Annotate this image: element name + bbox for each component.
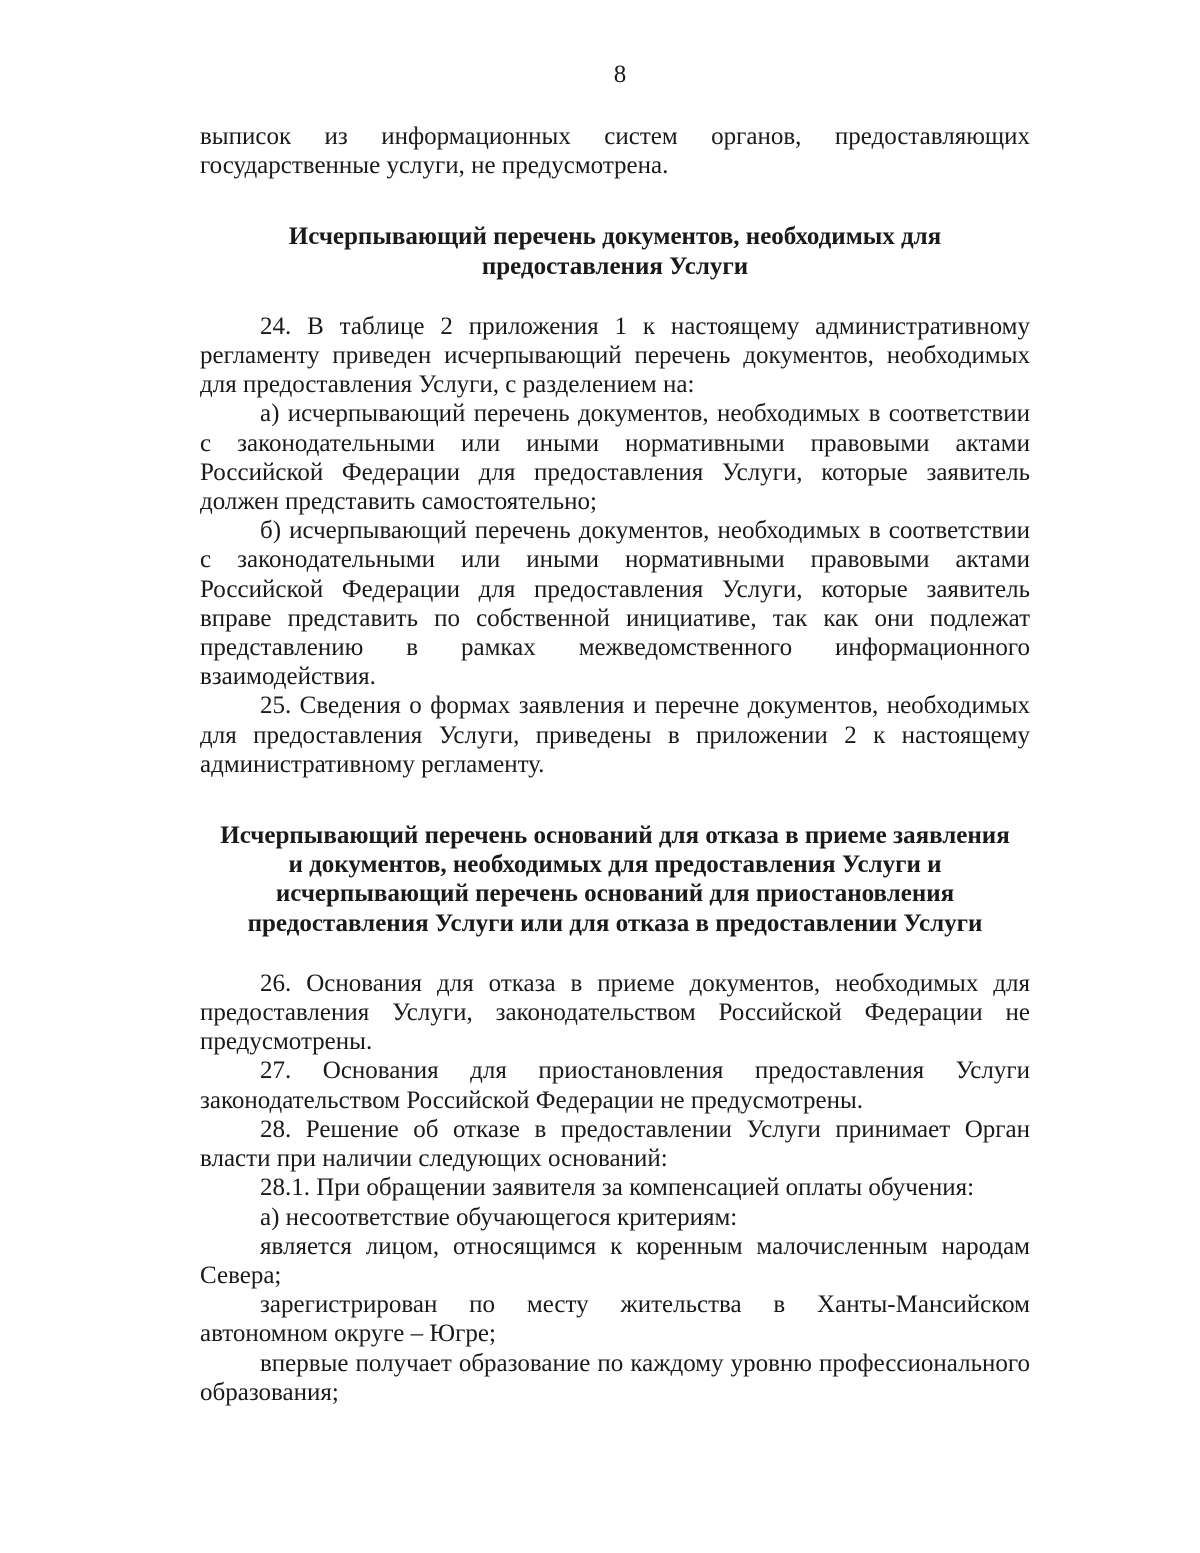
spacer bbox=[200, 180, 1030, 222]
criterion-indigenous: является лицом, относящимся к коренным малочисленным народам Севера; bbox=[200, 1232, 1030, 1289]
spacer bbox=[200, 779, 1030, 821]
paragraph-24-b: б) исчерпывающий перечень документов, необходимых в соответствии с законодательными или иными нормативными правовыми актами Российской Федерации для предоставления Услуги, которые заявитель вправе представить по собственной инициативе, так как они подлежат представлению в рамках межведомственного информационного взаимодействия. bbox=[200, 517, 1030, 691]
section-heading-documents: Исчерпывающий перечень документов, необходимых для предоставления Услуги bbox=[288, 223, 942, 280]
spacer bbox=[200, 281, 1030, 312]
criterion-first-education: впервые получает образование по каждому уровню профессионального образования; bbox=[200, 1349, 1030, 1406]
paragraph-27: 27. Основания для приостановления предоставления Услуги законодательством Российской Федерации не предусмотрены. bbox=[200, 1057, 1030, 1114]
paragraph-28-1: 28.1. При обращении заявителя за компенсацией оплаты обучения: bbox=[260, 1174, 975, 1202]
page-number: 8 bbox=[613, 61, 627, 88]
document-body bbox=[200, 122, 1030, 1407]
spacer bbox=[200, 938, 1030, 969]
paragraph-26: 26. Основания для отказа в приеме документов, необходимых для предоставления Услуги, законодательством Российской Федерации не предусмотрены. bbox=[200, 969, 1030, 1056]
paragraph-24-a: а) исчерпывающий перечень документов, необходимых в соответствии с законодательными или иными нормативными правовыми актами Российской Федерации для предоставления Услуги, которые заявитель должен представить самостоятельно; bbox=[200, 400, 1030, 516]
paragraph-28-1-a: а) несоответствие обучающегося критериям: bbox=[260, 1203, 738, 1231]
section-heading-refusal-grounds: Исчерпывающий перечень оснований для отказа в приеме заявления и документов, необходимых для предоставления Услуги и исчерпывающий перечень оснований для приостановления предоставления Услуги или для отказа в предоставлении Услуги bbox=[220, 822, 1010, 937]
paragraph-24: 24. В таблице 2 приложения 1 к настоящему административному регламенту приведен исчерпывающий перечень документов, необходимых для предоставления Услуги, с разделением на: bbox=[200, 312, 1030, 399]
continuation-paragraph: выписок из информационных систем органов, предоставляющих государственные услуги, не предусмотрена. bbox=[200, 123, 1030, 180]
paragraph-28: 28. Решение об отказе в предоставлении Услуги принимает Орган власти при наличии следующих оснований: bbox=[200, 1115, 1030, 1173]
criterion-registration: зарегистрирован по месту жительства в Ханты-Мансийском автономном округе – Югре; bbox=[200, 1291, 1030, 1348]
paragraph-25: 25. Сведения о формах заявления и перечне документов, необходимых для предоставления Услуги, приведены в приложении 2 к настоящему административному регламенту. bbox=[200, 692, 1030, 778]
